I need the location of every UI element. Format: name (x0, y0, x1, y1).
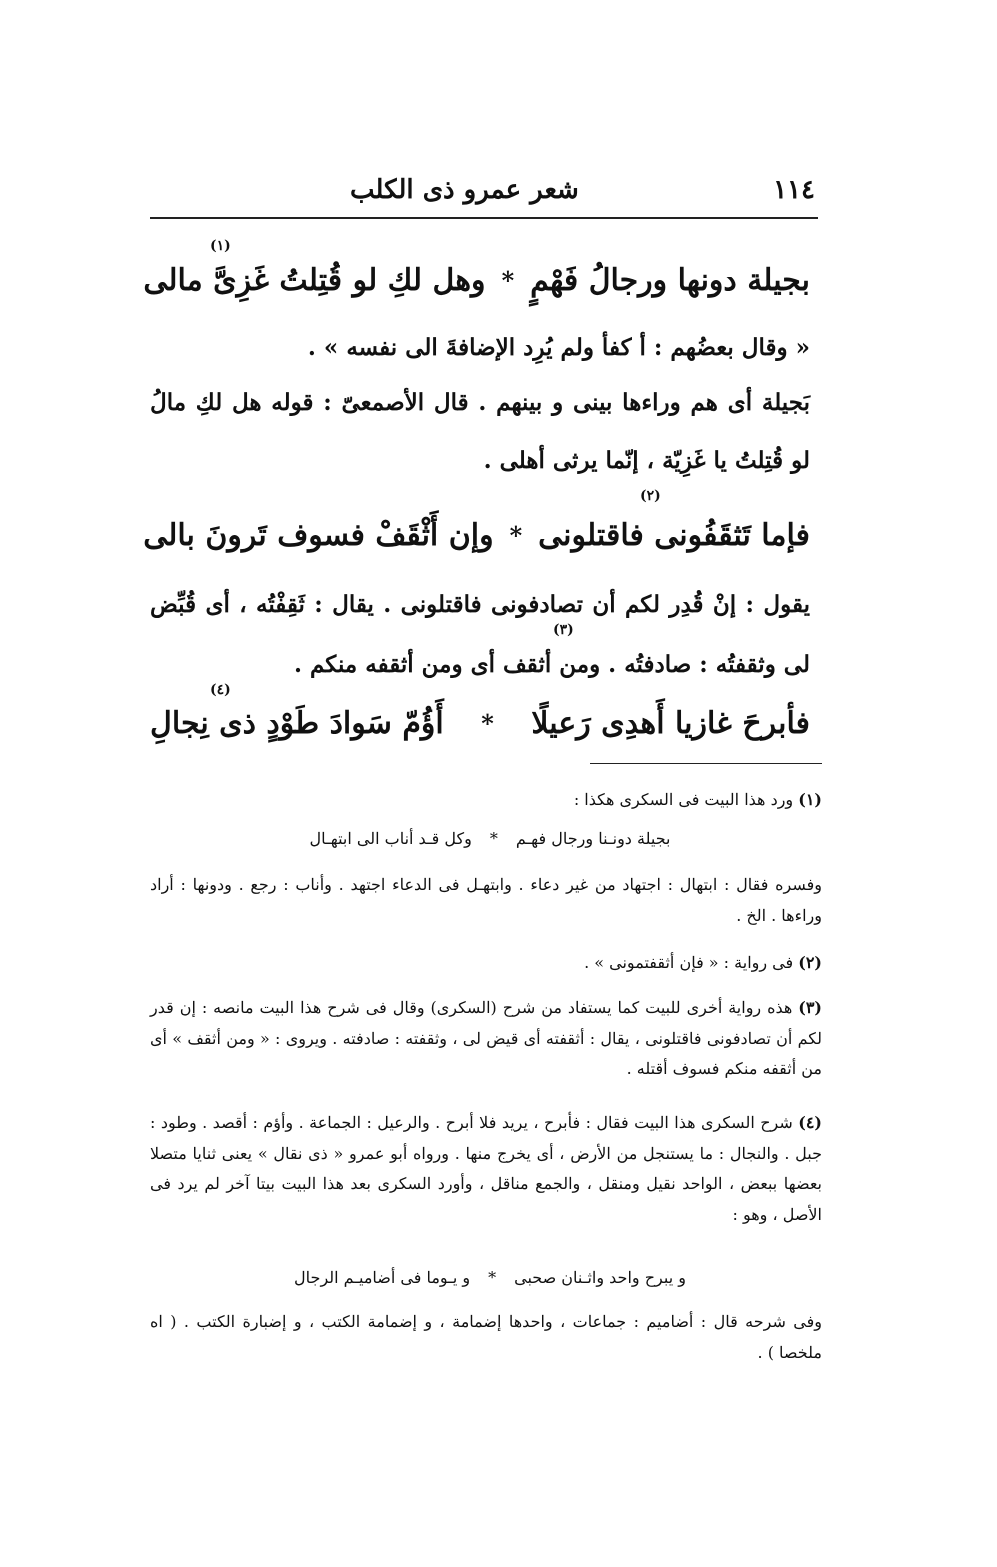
verse-1 (143, 255, 810, 305)
verse-separator: * (501, 265, 515, 295)
verse-1-first-hemistich: بجيلة دونها ورجالُ فَهْمٍ (530, 262, 810, 298)
verse-2-second-hemistich: وإن أَثْقَفْ فسوف تَرونَ بالى (143, 517, 494, 553)
verse-1-footnote-ref: (١) (210, 238, 231, 254)
footnote-4-tail: وفى شرحه قال : أضاميم : جماعات ، واحدها إضمامة ، و إضمامة الكتب ، و إضبارة الكتب . ( اه ملخصا ) . (150, 1312, 822, 1362)
footnote-4-verse-first: و يبرح واحد واثـنان صحبى (514, 1268, 686, 1287)
page-number: ١١٤ (773, 175, 815, 205)
footnote-2-text: فى رواية : « فإن أثقفتمونى » . (584, 953, 794, 972)
verse-separator: * (481, 708, 494, 738)
footnote-4-verse-separator: * (488, 1268, 497, 1287)
page-header (170, 170, 815, 210)
verse-2-footnote-ref: (٢) (640, 488, 661, 504)
verse-3-footnote-ref: (٤) (210, 682, 231, 698)
verse-2-first-hemistich: فإما تَثقَفُونى فاقتلونى (538, 517, 810, 553)
paragraph-note-1: « وقال بعضُهم : أ كفأ ولم يُرِد الإضافةَ الى نفسه » . (307, 334, 810, 361)
footnote-3 (150, 993, 822, 1085)
verse-2 (143, 510, 810, 560)
footnote-4 (150, 1108, 822, 1230)
footnote-2-number: (٢) (798, 953, 822, 972)
footnote-1-intro-text: ورد هذا البيت فى السكرى هكذا : (573, 790, 794, 809)
paragraph-asmai: بَجيلة أى هم وراءها بينى و بينهم . قال الأصمعىّ : قوله هل لكِ مالُ لو قُتِلتُ يا غَزِيّة ، إنّما يرثى أهلى . (150, 389, 810, 474)
footnote-1-verse-second: وكل قـد أناب الى ابتهـال (309, 829, 472, 848)
verse-separator: * (509, 520, 523, 550)
footnote-4-verse-second: و يـوما فى أضاميـم الرجال (294, 1268, 471, 1287)
footnote-3-number: (٣) (798, 998, 822, 1017)
footnote-1-verse-separator: * (489, 829, 498, 848)
footnote-4-number: (٤) (798, 1113, 822, 1132)
running-title: شعر عمرو ذى الكلب (350, 175, 579, 205)
header-rule (150, 217, 818, 219)
footnote-1-verse (240, 829, 740, 848)
footnote-1-verse-first: بجيلة دونـنا ورجال فهـم (515, 829, 671, 848)
footnote-2 (150, 948, 822, 979)
footnote-3-text: هذه رواية أخرى للبيت كما يستفاد من شرح (السكرى) وقال فى شرح هذا البيت مانصه : إن قدر لكم أن تصادفونى فاقتلونى ، يقال : أثقفته أى قيض لى ، وثقفته : صادفته . ويروى : « ومن أثقف » أى من أثقفه منكم فسوف أقتله . (150, 998, 822, 1078)
footnote-rule (590, 763, 822, 764)
footnote-1-number: (١) (798, 790, 822, 809)
verse-3-second-hemistich: أَؤُمّ سَوادَ طَوْدٍ ذى نِجالِ (150, 705, 444, 741)
footnote-1-intro (150, 785, 822, 816)
footnote-4-verse (240, 1268, 740, 1287)
verse-3-first-hemistich: فأبرحَ غازيا أَهدِى رَعيلًا (531, 705, 810, 741)
footnote-1-text: وفسره فقال : ابتهال : اجتهاد من غير دعاء . وابتهـل فى الدعاء اجتهد . وأناب : رجع . ودونها : أراد وراءها . الخ . (150, 875, 822, 925)
verse-3 (150, 698, 810, 748)
paragraph-explanation: يقول : إنْ قُدِر لكم أن تصادفونى فاقتلونى . يقال : ثَقِفْتُه ، أى قُبِّض لى وثقفتُه : صادفتُه . ومن أثقف أى ومن أثقفه منكم . (150, 591, 810, 678)
verse-1-second-hemistich: وهل لكِ لو قُتِلتُ غَزِىَّ مالى (143, 262, 486, 298)
paragraph-footnote-ref: (٣) (553, 622, 574, 638)
footnote-4-text: شرح السكرى هذا البيت فقال : فأبرح ، يريد فلا أبرح . والرعيل : الجماعة . وأؤم : أقصد . وطود : جبل . والنجال : ما يستنجل من الأرض ، أى يخرج منها . ورواه أبو عمرو « ذى نقال » يعنى ثنايا متصلا بعضها ببعض ، الواحد نقيل ومنقل ، والجمع مناقل ، وأورد السكرى بعد هذا البيت بيتا آخر لم يرد فى الأصل ، وهو : (150, 1113, 823, 1224)
